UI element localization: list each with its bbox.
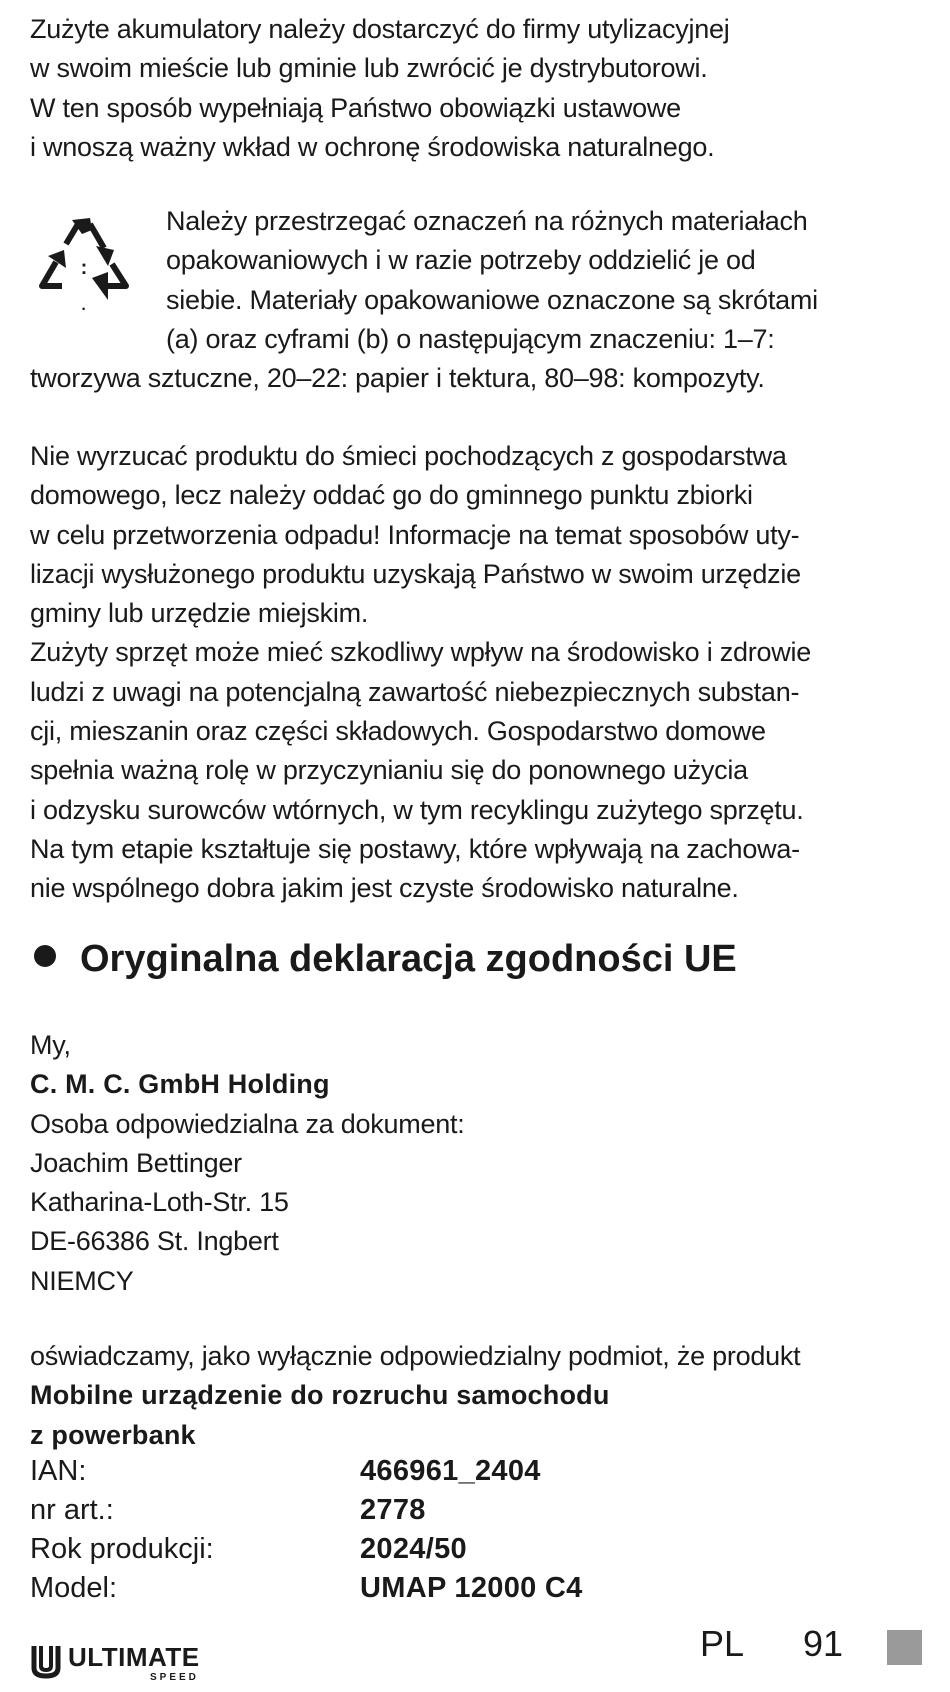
product-disposal-paragraph [30, 437, 935, 909]
address-street: Katharina-Loth-Str. 15 [30, 1187, 289, 1218]
text-line: cji, mieszanin oraz części składowych. Gospodarstwo domowe [30, 716, 766, 747]
responsible-label: Osoba odpowiedzialna za dokument: [30, 1108, 465, 1139]
page-language: PL [700, 1623, 745, 1664]
spec-label: IAN: [30, 1455, 87, 1487]
text-line: siebie. Materiały opakowaniowe oznaczone są skrótami [166, 284, 818, 315]
text-line: tworzywa sztuczne, 20–22: papier i tektura, 80–98: kompozyty. [30, 363, 765, 393]
battery-disposal-paragraph [30, 10, 935, 167]
text-line: Nie wyrzucać produktu do śmieci pochodzących z gospodarstwa [30, 441, 787, 471]
intro-text: My, [30, 1030, 71, 1060]
text-line: gminy lub urzędzie miejskim. [30, 598, 369, 629]
text-line: Na tym etapie kształtuje się postawy, które wpływają na zachowa- [30, 833, 800, 864]
address-city: DE-66386 St. Ingbert [30, 1226, 279, 1257]
declaration-statement [30, 1337, 935, 1455]
spec-row [30, 1530, 935, 1569]
bullet-icon [34, 945, 56, 967]
text-line: Należy przestrzegać oznaczeń na różnych materiałach [166, 206, 808, 236]
spec-label: Model: [30, 1572, 118, 1604]
text-line: ludzi z uwagi na potencjalną zawartość niebezpiecznych substan- [30, 676, 800, 707]
responsible-person: Joachim Bettinger [30, 1147, 242, 1178]
brand-sub: SPEED [150, 1672, 199, 1683]
svg-text:·: · [81, 301, 87, 318]
declaration-address-block [30, 1026, 935, 1301]
product-name-line: z powerbank [30, 1419, 196, 1450]
packaging-paragraph [166, 202, 935, 359]
svg-text::: : [80, 257, 88, 279]
address-country: NIEMCY [30, 1265, 134, 1296]
text-line: w swoim mieście lub gminie lub zwrócić je dystrybutorowi. [30, 53, 708, 84]
text-line: lizacji wysłużonego produktu uzyskają Państwo w swoim urzędzie [30, 558, 801, 589]
declaration-heading [30, 936, 935, 982]
spec-label: Rok produkcji: [30, 1533, 214, 1565]
spec-value: 466961_2404 [360, 1455, 541, 1487]
spec-row [30, 1569, 935, 1608]
spec-label: nr art.: [30, 1494, 114, 1526]
product-specs [30, 1452, 935, 1608]
spec-row [30, 1491, 935, 1530]
text-line: spełnia ważną rolę w przyczynianiu się do ponownego użycia [30, 755, 748, 786]
spec-value: 2024/50 [360, 1533, 467, 1565]
spec-value: 2778 [360, 1494, 426, 1526]
brand-name: ULTIMATE [68, 1642, 200, 1672]
text-line: i wnoszą ważny wkład w ochronę środowiska naturalnego. [30, 131, 715, 162]
brand-logo [30, 1638, 220, 1686]
statement-text: oświadczamy, jako wyłącznie odpowiedzialny podmiot, że produkt [30, 1341, 801, 1371]
page-number: 91 [803, 1623, 844, 1664]
text-line: Zużyty sprzęt może mieć szkodliwy wpływ na środowisko i zdrowie [30, 637, 811, 668]
company-name: C. M. C. GmbH Holding [30, 1069, 330, 1100]
page-marker-square [887, 1630, 922, 1665]
text-line: (a) oraz cyframi (b) o następującym znaczeniu: 1–7: [166, 323, 775, 354]
heading-text: Oryginalna deklaracja zgodności UE [80, 938, 737, 980]
text-line: Zużyte akumulatory należy dostarczyć do firmy utylizacyjnej [30, 14, 730, 44]
product-name-line: Mobilne urządzenie do rozruchu samochodu [30, 1380, 610, 1411]
text-line: i odzysku surowców wtórnych, w tym recyklingu zużytego sprzętu. [30, 794, 804, 825]
text-line: w celu przetworzenia odpadu! Informacje na temat sposobów uty- [30, 519, 800, 550]
ultimate-speed-logo-icon [30, 1642, 62, 1680]
text-line: nie wspólnego dobra jakim jest czyste środowisko naturalne. [30, 873, 739, 904]
text-line: opakowaniowych i w razie potrzeby oddzielić je od [166, 245, 756, 276]
text-line: domowego, lecz należy oddać go do gminnego punktu zbiorki [30, 480, 753, 511]
packaging-paragraph-tail [30, 359, 935, 398]
text-line: W ten sposób wypełniają Państwo obowiązki ustawowe [30, 92, 681, 123]
spec-value: UMAP 12000 C4 [360, 1572, 583, 1604]
recycling-triangle-icon [34, 210, 134, 320]
spec-row [30, 1452, 935, 1491]
